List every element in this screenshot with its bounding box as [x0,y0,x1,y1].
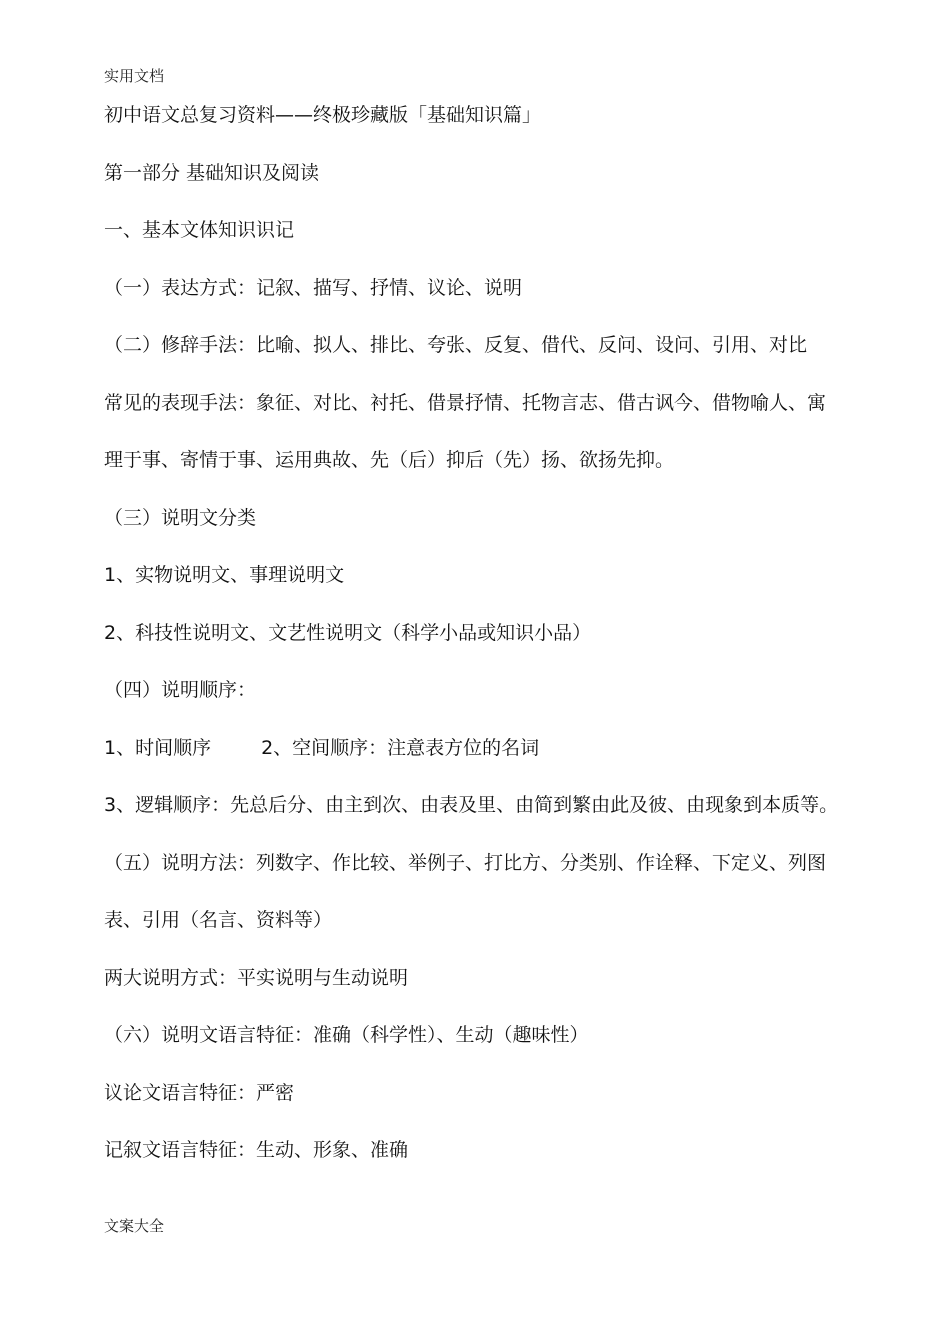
document-body [104,101,904,1194]
expository-types-heading: （三）说明文分类 [104,506,257,529]
expository-type-1: 1、实物说明文、事理说明文 [104,564,345,586]
document-title: 初中语文总复习资料——终极珍藏版「基础知识篇」 [104,104,542,126]
page-header: 实用文档 [104,67,165,85]
space-order: 2、空间顺序：注意表方位的名词 [261,736,540,759]
argumentative-language: 议论文语言特征：严密 [104,1081,295,1104]
logical-order: 3、逻辑顺序：先总后分、由主到次、由表及里、由简到繁由此及彼、由现象到本质等。 [104,794,839,816]
explanation-methods-cont: 表、引用（名言、资料等） [104,909,333,931]
expository-type-2: 2、科技性说明文、文艺性说明文（科学小品或知识小品） [104,621,592,644]
section-heading: 一、基本文体知识识记 [104,219,295,241]
explanation-order-row [104,734,904,792]
page-footer: 文案大全 [104,1217,165,1235]
expression-methods: （一）表达方式：记叙、描写、抒情、议论、说明 [104,276,523,299]
explanation-modes: 两大说明方式：平实说明与生动说明 [104,966,409,989]
part-heading: 第一部分 基础知识及阅读 [104,161,320,184]
explanation-order-heading: （四）说明顺序： [104,679,257,701]
time-order: 1、时间顺序 [104,736,212,759]
explanation-methods: （五）说明方法：列数字、作比较、举例子、打比方、分类别、作诠释、下定义、列图 [104,851,827,874]
expression-techniques-cont: 理于事、寄情于事、运用典故、先（后）抑后（先）扬、欲扬先抑。 [104,449,675,471]
narrative-language: 记叙文语言特征：生动、形象、准确 [104,1139,409,1161]
expository-language: （六）说明文语言特征：准确（科学性）、生动（趣味性） [104,1024,589,1046]
rhetoric-devices: （二）修辞手法：比喻、拟人、排比、夸张、反复、借代、反问、设问、引用、对比 [104,334,808,356]
expression-techniques: 常见的表现手法：象征、对比、衬托、借景抒情、托物言志、借古讽今、借物喻人、寓 [104,391,827,414]
